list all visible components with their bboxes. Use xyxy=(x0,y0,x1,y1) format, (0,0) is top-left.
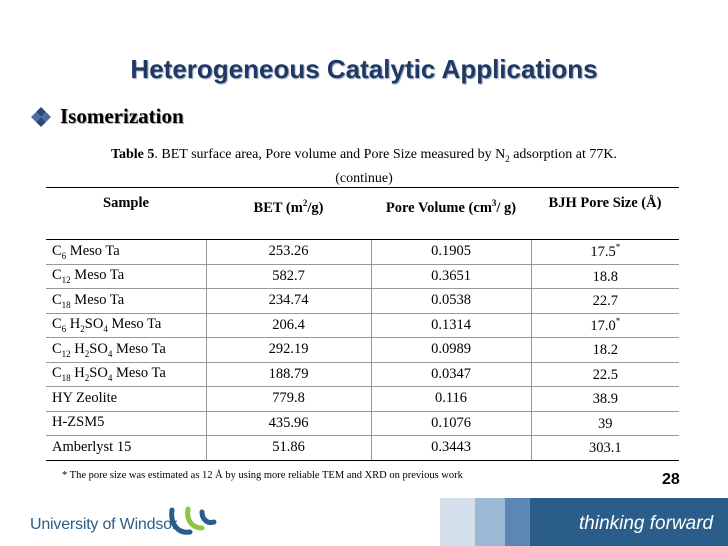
cell-sample: $C_{18}$ Meso Ta xyxy=(46,289,206,314)
footnote: * The pore size was estimated as 12 Å by using more reliable TEM and XRD on previous work xyxy=(62,470,463,481)
caption-text-end: adsorption at 77K. xyxy=(509,147,618,162)
cell-bjh: 18.8 xyxy=(531,264,679,289)
caption-continue: (continue) xyxy=(335,170,393,186)
header-sample: Sample xyxy=(46,188,206,240)
cell-bjh: 17.5* xyxy=(531,240,679,265)
bullet-label: Isomerization xyxy=(60,104,184,128)
cell-pore-volume: 0.0989 xyxy=(371,338,531,363)
cell-bet: 188.79 xyxy=(206,362,371,387)
table-header-row xyxy=(46,188,679,240)
cell-bet: 206.4 xyxy=(206,313,371,338)
cell-sample: $C_{18}$ $H_2SO_4$ Meso Ta xyxy=(46,362,206,387)
footnote-marker: * xyxy=(615,315,621,326)
cell-sample: $C_6$ Meso Ta xyxy=(46,240,206,265)
cell-pore-volume: 0.0538 xyxy=(371,289,531,314)
cell-sample: HY Zeolite xyxy=(46,387,206,412)
cell-bet: 779.8 xyxy=(206,387,371,412)
page-number: 28 xyxy=(662,471,680,488)
bullet-item xyxy=(30,104,184,129)
table-row xyxy=(46,313,679,338)
cell-bjh: 38.9 xyxy=(531,387,679,412)
footnote-marker: * xyxy=(615,242,621,253)
table-row xyxy=(46,240,679,265)
cell-pore-volume: 0.1076 xyxy=(371,411,531,436)
table-row xyxy=(46,362,679,387)
header-pore-volume: Pore Volume ($cm^3/$ g) xyxy=(371,188,531,240)
tagline: thinking forward xyxy=(579,513,714,534)
cell-sample: $C_6$ $H_2SO_4$ Meso Ta xyxy=(46,313,206,338)
cell-sample: $C_{12}$ $H_2SO_4$ Meso Ta xyxy=(46,338,206,363)
caption-text: . BET surface area, Pore volume and Pore Size measured by N xyxy=(154,147,506,162)
cell-bjh: 18.2 xyxy=(531,338,679,363)
diamond-bullet-icon xyxy=(30,106,52,128)
cell-bet: 51.86 xyxy=(206,436,371,461)
cell-pore-volume: 0.1314 xyxy=(371,313,531,338)
cell-sample: H-ZSM5 xyxy=(46,411,206,436)
cell-bjh: 22.7 xyxy=(531,289,679,314)
data-table xyxy=(46,187,679,461)
table-caption xyxy=(46,145,682,189)
cell-pore-volume: 0.0347 xyxy=(371,362,531,387)
cell-bet: 234.74 xyxy=(206,289,371,314)
cell-bet: 292.19 xyxy=(206,338,371,363)
table-row xyxy=(46,387,679,412)
cell-bjh: 303.1 xyxy=(531,436,679,461)
caption-sub: 2 xyxy=(505,153,510,164)
cell-pore-volume: 0.3651 xyxy=(371,264,531,289)
cell-pore-volume: 0.3443 xyxy=(371,436,531,461)
slide-title: Heterogeneous Catalytic Applications xyxy=(130,54,598,84)
cell-bjh: 39 xyxy=(531,411,679,436)
table-row xyxy=(46,264,679,289)
cell-sample: Amberlyst 15 xyxy=(46,436,206,461)
cell-bjh: 22.5 xyxy=(531,362,679,387)
table-row xyxy=(46,436,679,461)
header-bjh: BJH Pore Size (Å) xyxy=(531,188,679,240)
cell-sample: $C_{12}$ Meso Ta xyxy=(46,264,206,289)
cell-bet: 253.26 xyxy=(206,240,371,265)
university-name: University of Windsor xyxy=(30,516,177,533)
table-row xyxy=(46,338,679,363)
caption-label: Table 5 xyxy=(110,147,155,162)
header-bet: BET $(m^2/g)$ xyxy=(206,188,371,240)
table-row xyxy=(46,289,679,314)
cell-bet: 582.7 xyxy=(206,264,371,289)
cell-bet: 435.96 xyxy=(206,411,371,436)
cell-bjh: 17.0* xyxy=(531,313,679,338)
cell-pore-volume: 0.116 xyxy=(371,387,531,412)
cell-pore-volume: 0.1905 xyxy=(371,240,531,265)
table-row xyxy=(46,411,679,436)
